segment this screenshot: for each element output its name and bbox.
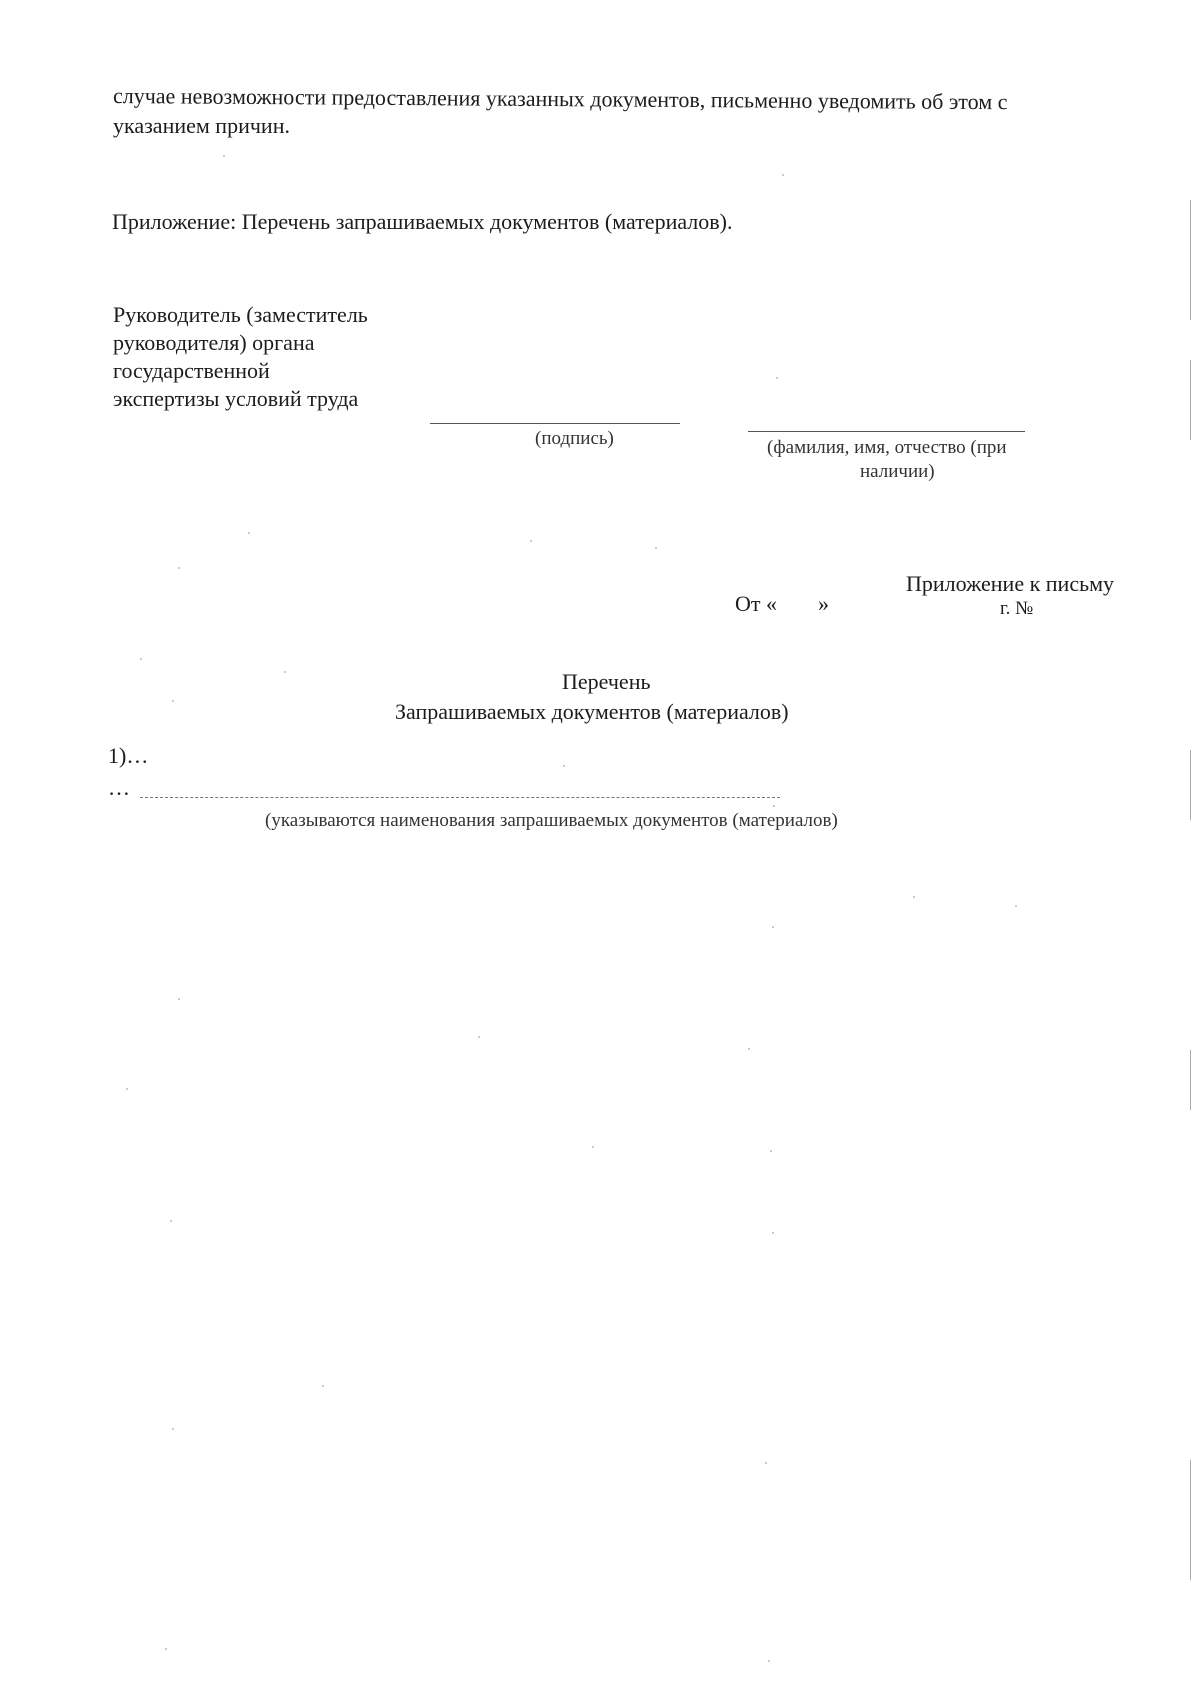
scan-edge-mark [1190, 750, 1191, 820]
signatory-title-line-3: государственной [113, 358, 270, 383]
name-caption-line-1: (фамилия, имя, отчество (при [767, 437, 1007, 458]
list-underline [140, 797, 780, 798]
signatory-title-line-4: экспертизы условий труда [113, 386, 359, 411]
signatory-title-line-1: Руководитель (заместитель [113, 302, 368, 327]
scan-edge-mark [1190, 1460, 1191, 1580]
list-item-first: 1)… [108, 743, 149, 768]
name-caption-line-2: наличии) [860, 461, 935, 482]
list-caption: (указываются наименования запрашиваемых документов (материалов) [265, 810, 838, 831]
body-text-line-2: указанием причин. [113, 113, 290, 138]
scan-edge-mark [1190, 200, 1191, 320]
signatory-title-line-2: руководителя) органа [113, 330, 315, 355]
scan-edge-mark [1190, 1050, 1191, 1110]
signature-caption: (подпись) [535, 428, 614, 449]
signature-line [430, 423, 680, 424]
appendix-date-prefix: От « [735, 591, 778, 616]
appendix-year-number: г. № [1000, 598, 1034, 619]
body-text-line-1: случае невозможности предоставления указанных документов, письменно уведомить об этом с [112, 83, 1008, 115]
attachment-note: Приложение: Перечень запрашиваемых документов (материалов). [112, 209, 733, 234]
list-heading-title: Перечень [562, 669, 651, 694]
appendix-title: Приложение к письму [906, 571, 1115, 596]
list-heading-subtitle: Запрашиваемых документов (материалов) [395, 699, 789, 724]
appendix-date-suffix: » [818, 591, 829, 616]
scan-edge-mark [1190, 360, 1191, 440]
list-item-continuation: … [108, 775, 130, 800]
name-line [748, 431, 1025, 432]
